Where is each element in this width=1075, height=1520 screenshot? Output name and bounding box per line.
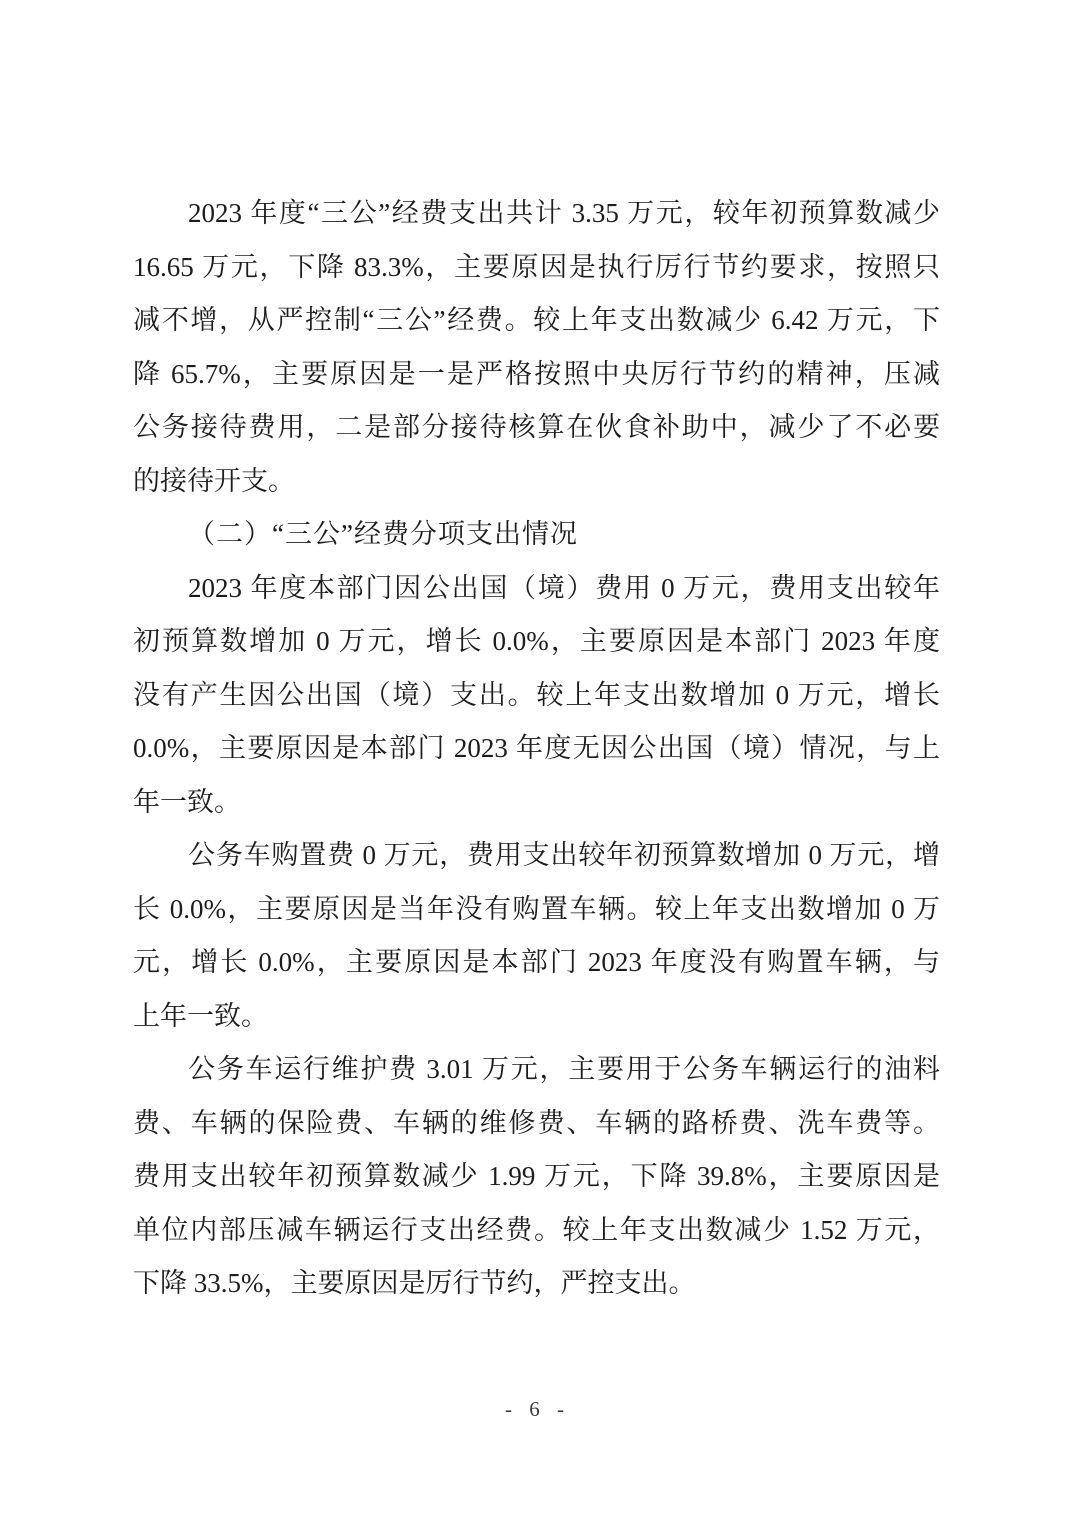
- para-vehicle-purchase-line-4: 上年一致。: [133, 1000, 268, 1031]
- page-number: - 6 -: [505, 1397, 570, 1421]
- para-abroad-expense-line-4: 0.0%，主要原因是本部门 2023 年度无因公出国（境）情况，与上: [133, 733, 940, 763]
- para-vehicle-maintenance-line-5: 下降 33.5%，主要原因是厉行节约，严控支出。: [133, 1268, 696, 1298]
- para-vehicle-purchase-line-2: 长 0.0%，主要原因是当年没有购置车辆。较上年支出数增加 0 万: [133, 893, 940, 924]
- para-sangong-total-line-1: 2023 年度“三公”经费支出共计 3.35 万元，较年初预算数减少: [188, 198, 940, 228]
- para-vehicle-purchase-line-1: 公务车购置费 0 万元，费用支出较年初预算数增加 0 万元，增: [188, 840, 940, 870]
- para-vehicle-maintenance-line-1: 公务车运行维护费 3.01 万元，主要用于公务车辆运行的油料: [188, 1054, 940, 1084]
- para-sangong-total-line-3: 减不增，从严控制“三公”经费。较上年支出数减少 6.42 万元，下: [133, 305, 940, 335]
- para-vehicle-maintenance-line-2: 费、车辆的保险费、车辆的维修费、车辆的路桥费、洗车费等。: [133, 1107, 940, 1138]
- para-abroad-expense-line-3: 没有产生因公出国（境）支出。较上年支出数增加 0 万元，增长: [133, 679, 940, 710]
- para-sangong-total-line-6: 的接待开支。: [133, 465, 295, 496]
- para-vehicle-purchase-line-3: 元，增长 0.0%，主要原因是本部门 2023 年度没有购置车辆，与: [133, 947, 940, 977]
- para-sangong-total-line-4: 降 65.7%，主要原因是一是严格按照中央厉行节约的精神，压减: [133, 358, 940, 389]
- document-body: [133, 187, 940, 1311]
- para-abroad-expense-line-2: 初预算数增加 0 万元，增长 0.0%，主要原因是本部门 2023 年度: [133, 626, 940, 656]
- para-sangong-total-line-2: 16.65 万元，下降 83.3%，主要原因是执行厉行节约要求，按照只: [133, 251, 940, 282]
- para-vehicle-maintenance-line-4: 单位内部压减车辆运行支出经费。较上年支出数减少 1.52 万元，: [133, 1214, 940, 1245]
- para-abroad-expense-line-1: 2023 年度本部门因公出国（境）费用 0 万元，费用支出较年: [188, 572, 940, 603]
- para-sangong-total-line-5: 公务接待费用，二是部分接待核算在伙食补助中，减少了不必要: [133, 412, 940, 442]
- para-abroad-expense-line-5: 年一致。: [133, 786, 241, 817]
- heading-section-two-line-1: （二）“三公”经费分项支出情况: [188, 519, 578, 549]
- para-vehicle-maintenance-line-3: 费用支出较年初预算数减少 1.99 万元，下降 39.8%，主要原因是: [133, 1161, 940, 1191]
